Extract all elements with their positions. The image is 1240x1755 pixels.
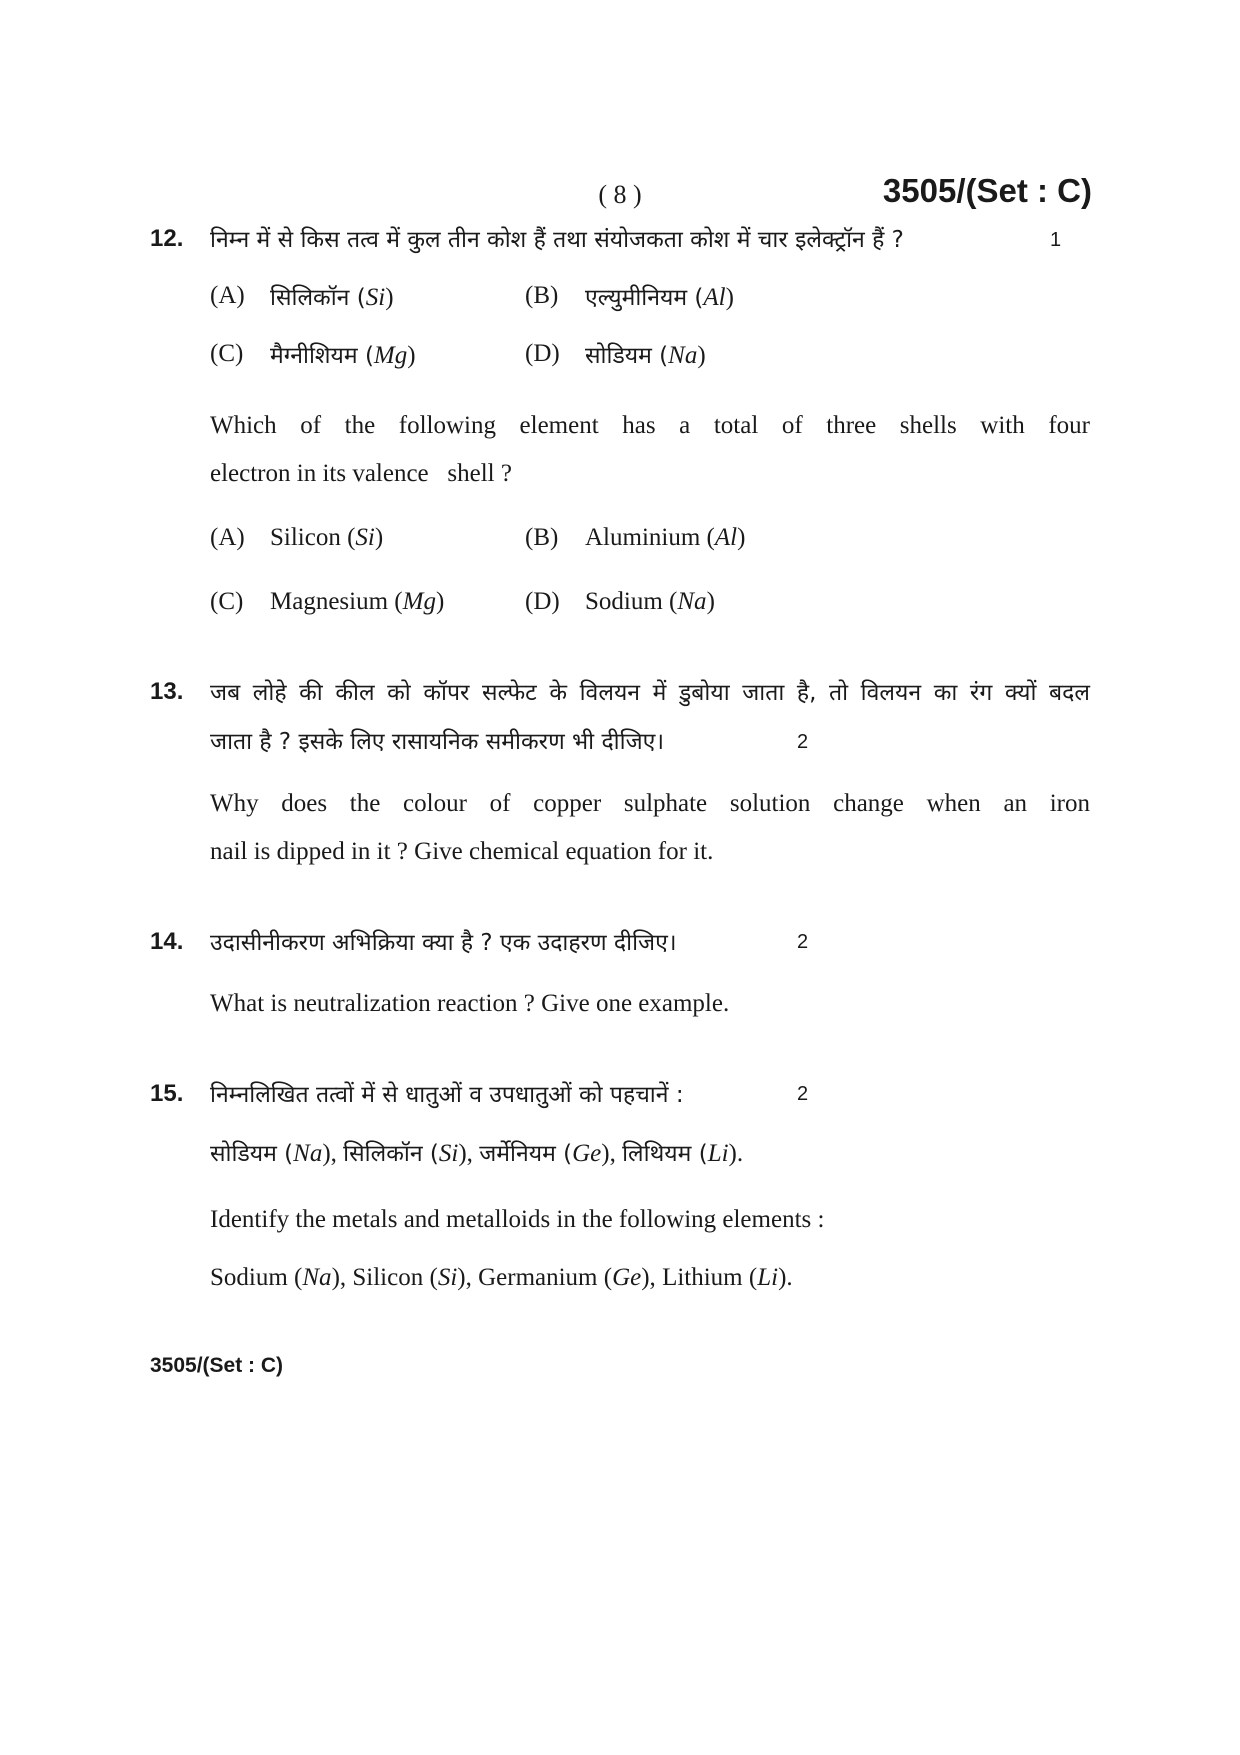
question-12-number: 12. xyxy=(150,225,184,252)
q12-hindi-option-a: सिलिकॉन (Si) xyxy=(270,284,394,311)
q12-english-option-d: Sodium (Na) xyxy=(585,588,715,615)
q12-hindi-option-d: सोडियम (Na) xyxy=(585,342,706,369)
q12-english-option-b-letter: (B) xyxy=(525,524,559,551)
question-13-hindi-line-1: जब लोहे की कील को कॉपर सल्फेट के विलयन में डुबोया जाता है, तो विलयन का रंग क्यों बदल xyxy=(210,680,1090,706)
question-13-hindi-line-2: जाता है ? इसके लिए रासायनिक समीकरण भी दीजिए। xyxy=(210,729,665,755)
q12-hindi-option-c-letter: (C) xyxy=(210,340,244,367)
question-12-english-line-1: Which of the following element has a total of three shells with four xyxy=(210,412,1090,439)
q12-hindi-option-d-letter: (D) xyxy=(525,340,560,367)
q12-english-option-b: Aluminium (Al) xyxy=(585,524,746,551)
question-12-hindi: निम्न में से किस तत्व में कुल तीन कोश हैं तथा संयोजकता कोश में चार इलेक्ट्रॉन हैं ? xyxy=(210,227,904,253)
question-15-number: 15. xyxy=(150,1080,184,1107)
paper-code-header: 3505/(Set : C) xyxy=(882,172,1092,209)
question-13-marks: 2 xyxy=(797,731,809,753)
q12-english-option-c-letter: (C) xyxy=(210,588,244,615)
question-15-marks: 2 xyxy=(797,1083,809,1105)
page-number: ( 8 ) xyxy=(598,180,642,209)
question-13-english-line-2: nail is dipped in it ? Give chemical equation for it. xyxy=(210,838,714,865)
question-12-english-line-2: electron in its valence shell ? xyxy=(210,460,512,487)
question-14-english: What is neutralization reaction ? Give one example. xyxy=(210,990,730,1017)
question-14-marks: 2 xyxy=(797,931,809,953)
question-15-english: Identify the metals and metalloids in the following elements : xyxy=(210,1206,825,1233)
question-14-number: 14. xyxy=(150,928,184,955)
q12-english-option-a: Silicon (Si) xyxy=(270,524,384,551)
question-15-hindi-elements: सोडियम (Na), सिलिकॉन (Si), जर्मेनियम (Ge), लिथियम (Li). xyxy=(210,1140,744,1167)
question-13-number: 13. xyxy=(150,678,184,705)
question-15-english-elements: Sodium (Na), Silicon (Si), Germanium (Ge), Lithium (Li). xyxy=(210,1264,793,1291)
q12-english-option-d-letter: (D) xyxy=(525,588,560,615)
q12-hindi-option-a-letter: (A) xyxy=(210,282,245,309)
q12-hindi-option-c: मैग्नीशियम (Mg) xyxy=(270,342,416,369)
q12-english-option-a-letter: (A) xyxy=(210,524,245,551)
question-15-hindi: निम्नलिखित तत्वों में से धातुओं व उपधातुओं को पहचानें : xyxy=(210,1082,684,1108)
question-14-hindi: उदासीनीकरण अभिक्रिया क्या है ? एक उदाहरण दीजिए। xyxy=(210,930,677,956)
question-12-marks: 1 xyxy=(1050,229,1062,251)
q12-english-option-c: Magnesium (Mg) xyxy=(270,588,445,615)
q12-hindi-option-b: एल्युमीनियम (Al) xyxy=(585,284,734,311)
q12-hindi-option-b-letter: (B) xyxy=(525,282,559,309)
paper-code-footer: 3505/(Set : C) xyxy=(150,1354,284,1377)
question-13-english-line-1: Why does the colour of copper sulphate solution change when an iron xyxy=(210,790,1090,817)
